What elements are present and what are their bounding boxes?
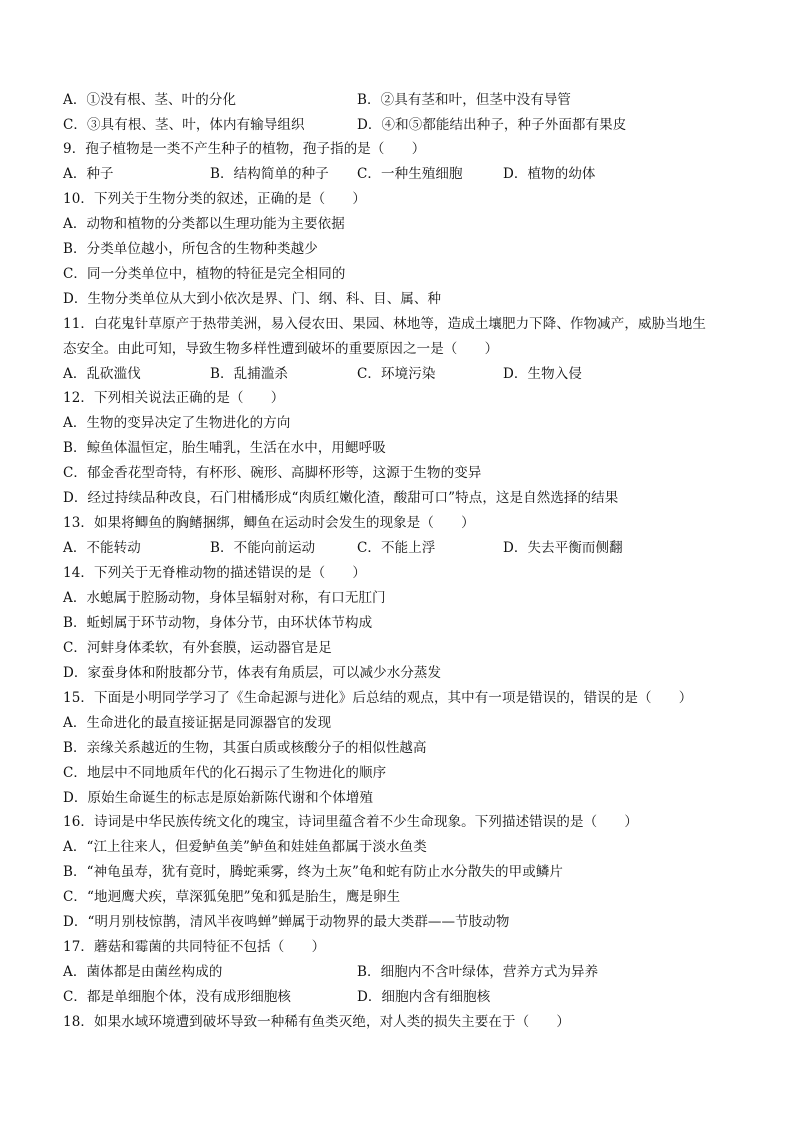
q9-option-a: A．种子: [63, 166, 114, 182]
q11-option-d: D．生物入侵: [503, 366, 582, 382]
q15-option-c: C．地层中不同地质年代的化石揭示了生物进化的顺序: [63, 765, 387, 781]
q11-option-b: B．乱捕滥杀: [210, 366, 289, 382]
q14-stem: 14．下列关于无脊椎动物的描述错误的是（ ）: [63, 565, 366, 581]
q15-option-b: B．亲缘关系越近的生物，其蛋白质或核酸分子的相似性越高: [63, 740, 427, 756]
q16-option-a: A．“江上往来人，但爱鲈鱼美”鲈鱼和娃娃鱼都属于淡水鱼类: [63, 839, 427, 855]
q13-stem: 13．如果将鲫鱼的胸鳍捆绑，鲫鱼在运动时会发生的现象是（ ）: [63, 515, 475, 531]
q16-option-b: B．“神龟虽寿，犹有竟时，腾蛇乘雾，终为土灰”龟和蛇有防止水分散失的甲或鳞片: [63, 864, 564, 880]
q8-options-row-2: [63, 113, 743, 138]
q8-option-b: B．②具有茎和叶，但茎中没有导管: [357, 92, 572, 108]
q9-option-c: C．一种生殖细胞: [357, 166, 463, 182]
q17-options-row-2: [63, 985, 743, 1010]
q16-option-d: D．“明月别枝惊鹊，清风半夜鸣蝉”蝉属于动物界的最大类群——节肢动物: [63, 914, 510, 930]
q17-option-a: A．菌体都是由菌丝构成的: [63, 964, 223, 980]
q12-option-a: A．生物的变异决定了生物进化的方向: [63, 415, 291, 431]
q14-option-b: B．蚯蚓属于环节动物，身体分节，由环状体节构成: [63, 615, 373, 631]
q9-options-row: [63, 162, 743, 187]
q13-option-c: C．不能上浮: [357, 540, 436, 556]
q15-option-a: A．生命进化的最直接证据是同源器官的发现: [63, 715, 332, 731]
q13-option-a: A．不能转动: [63, 540, 141, 556]
q17-option-d: D．细胞内含有细胞核: [357, 989, 491, 1005]
q9-option-d: D．植物的幼体: [503, 166, 596, 182]
q15-option-d: D．原始生命诞生的标志是原始新陈代谢和个体增殖: [63, 790, 374, 806]
q13-option-b: B．不能向前运动: [210, 540, 316, 556]
q13-option-d: D．失去平衡而侧翻: [503, 540, 623, 556]
q14-option-a: A．水螅属于腔肠动物，身体呈辐射对称，有口无肛门: [63, 590, 386, 606]
q12-stem: 12．下列相关说法正确的是（ ）: [63, 390, 285, 406]
q14-option-c: C．河蚌身体柔软，有外套膜，运动器官是足: [63, 640, 332, 656]
q17-stem: 17．蘑菇和霉菌的共同特征不包括（ ）: [63, 939, 326, 955]
q11-option-c: C．环境污染: [357, 366, 436, 382]
q8-option-d: D．④和⑤都能结出种子，种子外面都有果皮: [357, 117, 627, 133]
q10-option-a: A．动物和植物的分类都以生理功能为主要依据: [63, 216, 345, 232]
q10-stem: 10．下列关于生物分类的叙述，正确的是（ ）: [63, 191, 366, 207]
q12-option-b: B．鲸鱼体温恒定，胎生哺乳，生活在水中，用鳃呼吸: [63, 440, 386, 456]
q11-option-a: A．乱砍滥伐: [63, 366, 141, 382]
q16-stem: 16．诗词是中华民族传统文化的瑰宝，诗词里蕴含着不少生命现象。下列描述错误的是（ ）: [63, 814, 638, 830]
q17-option-b: B．细胞内不含叶绿体，营养方式为异养: [357, 964, 599, 980]
q17-option-c: C．都是单细胞个体，没有成形细胞核: [63, 989, 292, 1005]
q8-options-row-1: [63, 88, 743, 113]
q8-option-c: C．③具有根、茎、叶，体内有输导组织: [63, 117, 305, 133]
q10-option-d: D．生物分类单位从大到小依次是界、门、纲、科、目、属、种: [63, 291, 442, 307]
q13-options-row: [63, 536, 743, 561]
q9-option-b: B．结构简单的种子: [210, 166, 329, 182]
q18-stem: 18．如果水域环境遭到破坏导致一种稀有鱼类灭绝，对人类的损失主要在于（ ）: [63, 1014, 570, 1030]
q15-stem: 15．下面是小明同学学习了《生命起源与进化》后总结的观点，其中有一项是错误的，错误的是（ ）: [63, 690, 693, 706]
q12-option-d: D．经过持续品种改良，石门柑橘形成“肉质红嫩化渣，酸甜可口”特点，这是自然选择的结果: [63, 490, 619, 506]
q16-option-c: C．“地迥鹰犬疾，草深狐兔肥”兔和狐是胎生，鹰是卵生: [63, 889, 401, 905]
q12-option-c: C．郁金香花型奇特，有杯形、碗形、高脚杯形等，这源于生物的变异: [63, 465, 482, 481]
q14-option-d: D．家蚕身体和附肢都分节，体表有角质层，可以减少水分蒸发: [63, 665, 442, 681]
q11-stem-line-1: 11．白花鬼针草原产于热带美洲，易入侵农田、果园、林地等，造成土壤肥力下降、作物减产，威胁当地生: [63, 316, 706, 332]
q8-option-a: A．①没有根、茎、叶的分化: [63, 92, 237, 108]
q11-stem-line-2: 态安全。由此可知，导致生物多样性遭到破坏的重要原因之一是（ ）: [63, 341, 499, 357]
q9-stem: 9．孢子植物是一类不产生种子的植物，孢子指的是（ ）: [63, 141, 426, 157]
q10-option-b: B．分类单位越小，所包含的生物种类越少: [63, 241, 318, 257]
q11-options-row: [63, 362, 743, 387]
q17-options-row-1: [63, 960, 743, 985]
q10-option-c: C．同一分类单位中，植物的特征是完全相同的: [63, 266, 346, 282]
